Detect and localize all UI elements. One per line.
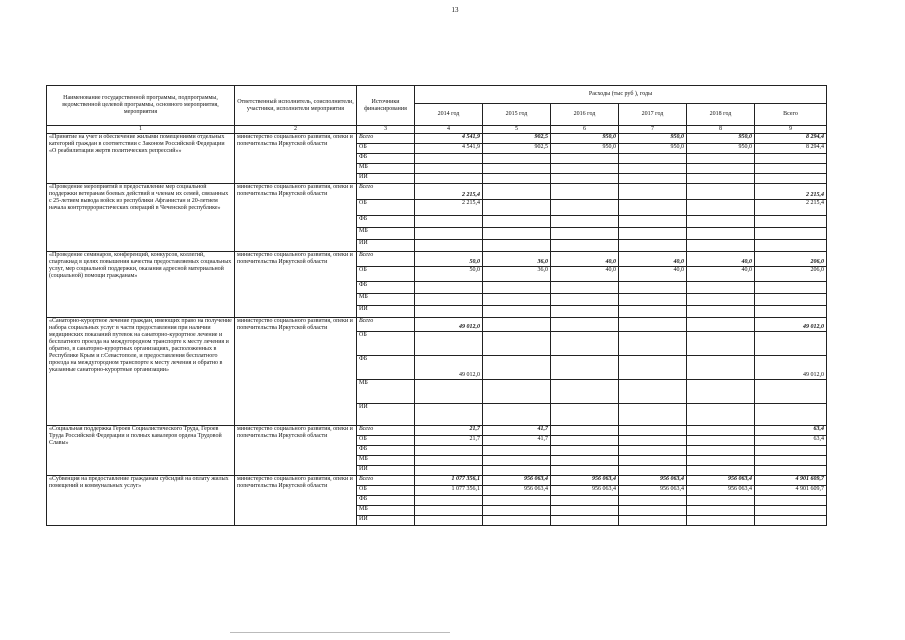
source-fb: ФБ — [357, 216, 415, 228]
page-number: 13 — [451, 6, 459, 14]
value-cell: 2 215,4 — [415, 200, 483, 216]
source-ii: ИИ — [357, 466, 415, 476]
header-year-2017: 2017 год — [619, 104, 687, 126]
source-ob: ОБ — [357, 267, 415, 282]
source-ob: ОБ — [357, 200, 415, 216]
header-expenses: Расходы (тыс руб ), годы — [415, 86, 827, 104]
header-source: Источники финансирования — [357, 86, 415, 126]
value-cell: 36,0 — [483, 267, 551, 282]
source-ob: ОБ — [357, 436, 415, 446]
value-cell: 2 215,4 — [415, 184, 483, 200]
value-cell: 4 541,9 — [415, 134, 483, 144]
col-number: 5 — [483, 126, 551, 134]
header-year-2015: 2015 год — [483, 104, 551, 126]
value-cell: 206,0 — [755, 267, 827, 282]
value-cell: 49 012,0 — [415, 318, 483, 332]
header-responsible: Ответственный исполнитель, соисполнители, участники, исполнители мероприятия — [235, 86, 357, 126]
value-cell: 950,0 — [619, 134, 687, 144]
source-ob: ОБ — [357, 486, 415, 496]
value-cell: 4 901 609,7 — [755, 476, 827, 486]
header-name: Наименование государственной программы, подпрограммы, ведомственной целевой программы, основного мероприятия, мероприятия — [47, 86, 235, 126]
source-ii: ИИ — [357, 240, 415, 252]
value-cell: 63,4 — [755, 436, 827, 446]
value-cell: 21,7 — [415, 426, 483, 436]
value-cell: 956 063,4 — [687, 476, 755, 486]
measure-name: «Социальная поддержка Героев Социалистического Труда, Героев Труда Российской Федерации и полных кавалеров ордена Трудовой Славы» — [47, 426, 235, 476]
value-cell: 40,0 — [551, 267, 619, 282]
col-number: 1 — [47, 126, 235, 134]
measure-responsible: министерство социального развития, опеки и попечительства Иркутской области — [235, 426, 357, 476]
source-total: Всего — [357, 318, 415, 332]
measure-name: «Проведение семинаров, конференций, конкурсов, коллегий, спартакиад в целях повышения качества предоставляемых социальных услуг, мер социальной поддержки, оказания адресной материальной (социальной) помощи гражданам» — [47, 252, 235, 318]
measure-responsible: министерство социального развития, опеки и попечительства Иркутской области — [235, 134, 357, 184]
value-cell: 49 012,0 — [755, 318, 827, 332]
source-total: Всего — [357, 426, 415, 436]
source-ii: ИИ — [357, 404, 415, 426]
measure-responsible: министерство социального развития, опеки и попечительства Иркутской области — [235, 476, 357, 526]
measure-responsible: министерство социального развития, опеки и попечительства Иркутской области — [235, 318, 357, 426]
financing-table — [46, 85, 827, 526]
value-cell: 41,7 — [483, 426, 551, 436]
measure-name: «Принятие на учет и обеспечение жилыми помещениями отдельных категорий граждан в соответствии с Законом Российской Федерации «О реабилитации жертв политических репрессий»» — [47, 134, 235, 184]
source-fb: ФБ — [357, 446, 415, 456]
value-cell: 40,0 — [619, 267, 687, 282]
col-number: 8 — [687, 126, 755, 134]
source-mb: МБ — [357, 456, 415, 466]
value-cell: 40,0 — [619, 252, 687, 267]
value-cell: 36,0 — [483, 252, 551, 267]
source-fb: ФБ — [357, 356, 415, 380]
value-cell: 902,5 — [483, 134, 551, 144]
value-cell: 50,0 — [415, 252, 483, 267]
value-cell: 49 012,0 — [755, 356, 827, 380]
value-cell: 8 294,4 — [755, 134, 827, 144]
header-year-2018: 2018 год — [687, 104, 755, 126]
header-year-total: Всего — [755, 104, 827, 126]
value-cell: 8 294,4 — [755, 144, 827, 154]
value-cell: 950,0 — [687, 134, 755, 144]
source-ob: ОБ — [357, 144, 415, 154]
value-cell: 950,0 — [551, 134, 619, 144]
source-total: Всего — [357, 252, 415, 267]
source-ii: ИИ — [357, 306, 415, 318]
value-cell: 21,7 — [415, 436, 483, 446]
col-number: 7 — [619, 126, 687, 134]
col-number: 9 — [755, 126, 827, 134]
measure-name: «Проведение мероприятий в предоставление мер социальной поддержки ветеранам боевых действий и членам их семей, связанных с 25-летием вывода войск из республики Афганистан и 20-летием начала контртеррористических операций в Чеченской республике» — [47, 184, 235, 252]
measure-responsible: министерство социального развития, опеки и попечительства Иркутской области — [235, 252, 357, 318]
value-cell: 950,0 — [687, 144, 755, 154]
col-number: 4 — [415, 126, 483, 134]
source-mb: МБ — [357, 506, 415, 516]
scan-artifact-line — [230, 632, 450, 633]
source-fb: ФБ — [357, 496, 415, 506]
source-mb: МБ — [357, 294, 415, 306]
value-cell: 40,0 — [687, 252, 755, 267]
value-cell: 956 063,4 — [551, 486, 619, 496]
source-fb: ФБ — [357, 154, 415, 164]
value-cell: 956 063,4 — [619, 476, 687, 486]
value-cell: 950,0 — [619, 144, 687, 154]
source-mb: МБ — [357, 164, 415, 174]
value-cell: 902,5 — [483, 144, 551, 154]
value-cell: 40,0 — [551, 252, 619, 267]
value-cell: 1 077 356,1 — [415, 486, 483, 496]
col-number: 3 — [357, 126, 415, 134]
financing-table-wrapper — [46, 85, 827, 526]
value-cell: 956 063,4 — [619, 486, 687, 496]
source-ii: ИИ — [357, 174, 415, 184]
value-cell: 956 063,4 — [483, 476, 551, 486]
value-cell: 41,7 — [483, 436, 551, 446]
col-number: 2 — [235, 126, 357, 134]
source-ob: ОБ — [357, 332, 415, 356]
value-cell: 950,0 — [551, 144, 619, 154]
source-mb: МБ — [357, 228, 415, 240]
measure-name: «Санаторно-курортное лечение граждан, имеющих право на получение набора социальных услуг в части предоставления при наличии медицинских показаний путевок на санаторно-курортное лечение и бесплатного проезда на междугородном транспорте к месту лечения и обратно, в санаторно-курортных организациях, расположенных в Республике Крым и г.Севастополе, и предоставления бесплатного проезда на междугородном транспорте к месту лечения и обратно в указанные санаторно-курортные организации» — [47, 318, 235, 426]
value-cell: 40,0 — [687, 267, 755, 282]
value-cell: 956 063,4 — [483, 486, 551, 496]
measure-name: «Субвенция на предоставление гражданам субсидий на оплату жилых помещений и коммунальных услуг» — [47, 476, 235, 526]
value-cell: 956 063,4 — [687, 486, 755, 496]
source-ii: ИИ — [357, 516, 415, 526]
value-cell: 956 063,4 — [551, 476, 619, 486]
value-cell: 49 012,0 — [415, 356, 483, 380]
value-cell: 1 077 356,1 — [415, 476, 483, 486]
value-cell: 4 901 609,7 — [755, 486, 827, 496]
value-cell: 2 215,4 — [755, 184, 827, 200]
value-cell: 206,0 — [755, 252, 827, 267]
measure-responsible: министерство социального развития, опеки и попечительства Иркутской области — [235, 184, 357, 252]
source-fb: ФБ — [357, 282, 415, 294]
source-total: Всего — [357, 184, 415, 200]
header-year-2016: 2016 год — [551, 104, 619, 126]
value-cell: 4 541,9 — [415, 144, 483, 154]
source-total: Всего — [357, 134, 415, 144]
value-cell: 50,0 — [415, 267, 483, 282]
source-total: Всего — [357, 476, 415, 486]
col-number: 6 — [551, 126, 619, 134]
value-cell: 2 215,4 — [755, 200, 827, 216]
source-mb: МБ — [357, 380, 415, 404]
header-year-2014: 2014 год — [415, 104, 483, 126]
value-cell: 63,4 — [755, 426, 827, 436]
